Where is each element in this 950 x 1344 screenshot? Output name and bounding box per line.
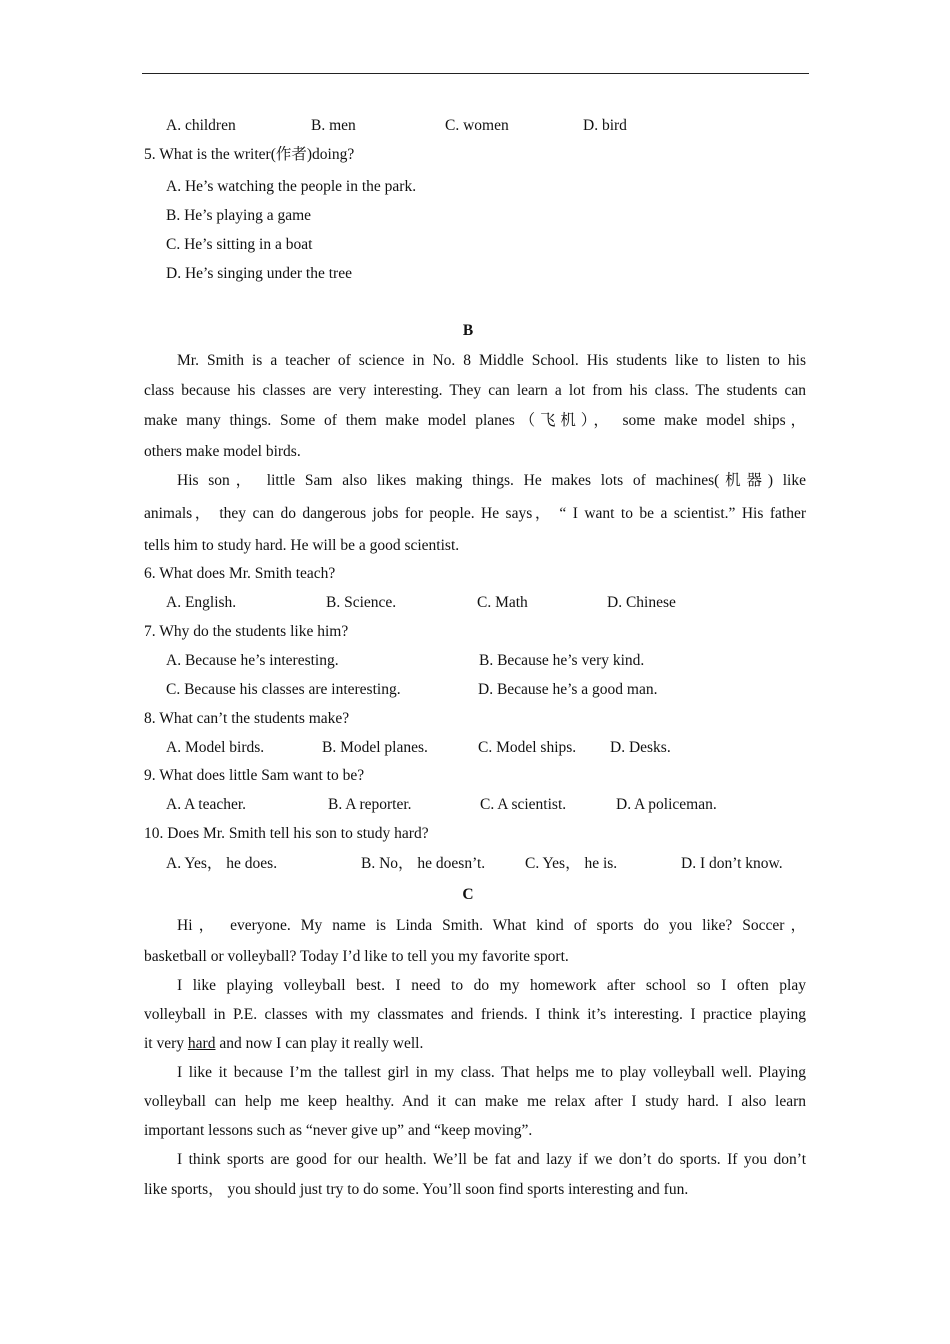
passage-c-paragraph-3 [144, 1063, 806, 1151]
q4-option-b: B. men [311, 117, 356, 134]
q7-stem: 7. Why do the students like him? [144, 623, 349, 640]
header-rule [142, 73, 809, 74]
q8-option-c: C. Model ships. [478, 739, 577, 756]
q7-option-d: D. Because he’s a good man. [478, 681, 658, 698]
text-line: like sports， you should just try to do some. You’ll soon find sports interesting and fun. [144, 1181, 689, 1198]
q6-stem: 6. What does Mr. Smith teach? [144, 565, 336, 582]
q10-option-c: C. Yes， he is. [525, 855, 618, 872]
q4-option-a: A. children [166, 117, 236, 134]
q9-option-c: C. A scientist. [480, 796, 567, 813]
q5-stem: 5. What is the writer(作者)doing? [144, 146, 355, 163]
q4-option-c: C. women [445, 117, 509, 134]
text-line [144, 1034, 806, 1064]
q9-option-a: A. A teacher. [166, 796, 247, 813]
q10-option-d: D. I don’t know. [681, 855, 783, 872]
q4-option-d: D. bird [583, 117, 627, 134]
q7-option-c: C. Because his classes are interesting. [166, 681, 401, 698]
q5-option-a: A. He’s watching the people in the park. [166, 178, 417, 195]
text-fragment: it very [144, 1035, 188, 1052]
text-line: important lessons such as “never give up” and “keep moving”. [144, 1122, 533, 1139]
q6-option-a: A. English. [166, 594, 237, 611]
text-line: I like it because I’m the tallest girl in my class. That helps me to play volleyball well. Playing [177, 1064, 806, 1081]
section-b-heading: B [462, 322, 474, 339]
text-line: I like playing volleyball best. I need to do my homework after school so I often play [177, 977, 806, 994]
text-line: tells him to study hard. He will be a good scientist. [144, 537, 460, 554]
q8-option-b: B. Model planes. [322, 739, 428, 756]
q8-option-a: A. Model birds. [166, 739, 265, 756]
text-line: Hi， everyone. My name is Linda Smith. What kind of sports do you like? Soccer， [177, 917, 806, 934]
q6-option-d: D. Chinese [607, 594, 676, 611]
q5-option-b: B. He’s playing a game [166, 207, 312, 224]
q5-option-c: C. He’s sitting in a boat [166, 236, 313, 253]
text-line: volleyball can help me keep healthy. And it can make me relax after I study hard. I also learn [144, 1093, 806, 1110]
q9-stem: 9. What does little Sam want to be? [144, 767, 365, 784]
passage-b-paragraph-1 [144, 351, 806, 472]
text-line: others make model birds. [144, 443, 301, 460]
passage-b-paragraph-2 [144, 471, 806, 566]
q7-option-b: B. Because he’s very kind. [479, 652, 645, 669]
underlined-word: hard [187, 1035, 216, 1052]
passage-c-paragraph-2 [144, 976, 806, 1064]
passage-c-paragraph-4 [144, 1150, 806, 1210]
passage-c-paragraph-1 [144, 916, 806, 977]
q6-option-b: B. Science. [326, 594, 397, 611]
text-line: basketball or volleyball? Today I’d like to tell you my favorite sport. [144, 948, 569, 965]
q8-stem: 8. What can’t the students make? [144, 710, 350, 727]
q7-option-a: A. Because he’s interesting. [166, 652, 339, 669]
q10-option-b: B. No， he doesn’t. [361, 855, 486, 872]
q6-option-c: C. Math [477, 594, 528, 611]
text-line: animals， they can do dangerous jobs for people. He says， “ I want to be a scientist.” His father [144, 505, 806, 522]
q8-option-d: D. Desks. [610, 739, 671, 756]
text-line: make many things. Some of them make model planes（飞机）， some make model ships， [144, 412, 806, 429]
q5-option-d: D. He’s singing under the tree [166, 265, 352, 282]
q10-stem: 10. Does Mr. Smith tell his son to study hard? [144, 825, 429, 842]
text-line: His son， little Sam also likes making things. He makes lots of machines(机器) like [177, 472, 806, 489]
q9-option-d: D. A policeman. [616, 796, 717, 813]
text-line: Mr. Smith is a teacher of science in No. 8 Middle School. His students like to listen to his [177, 352, 806, 369]
q9-option-b: B. A reporter. [328, 796, 412, 813]
text-line: volleyball in P.E. classes with my classmates and friends. I think it’s interesting. I practice playing [144, 1006, 806, 1023]
section-c-heading: C [462, 886, 474, 903]
text-fragment: and now I can play it really well. [215, 1035, 424, 1052]
text-line: class because his classes are very interesting. They can learn a lot from his class. The students can [144, 382, 806, 399]
q10-option-a: A. Yes， he does. [166, 855, 278, 872]
text-line: I think sports are good for our health. We’ll be fat and lazy if we don’t do sports. If you don’t [177, 1151, 806, 1168]
